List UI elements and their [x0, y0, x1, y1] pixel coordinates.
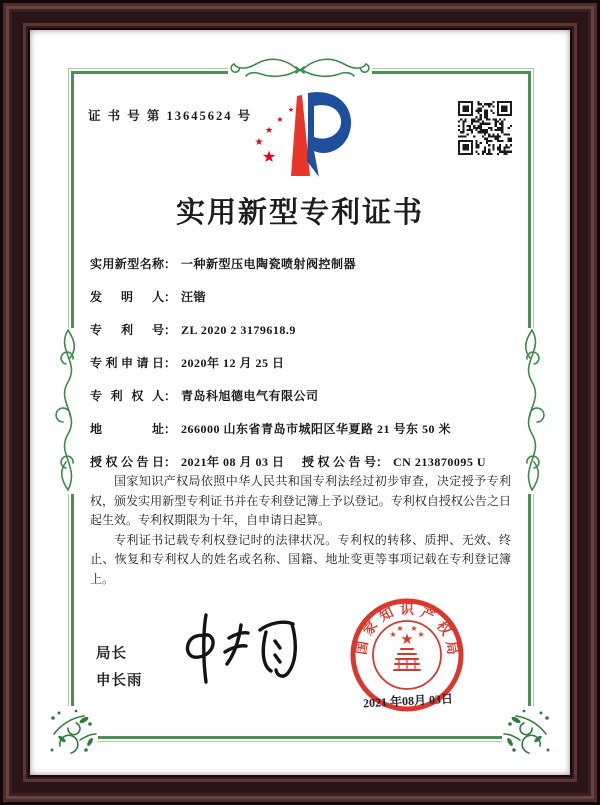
- field-label: 授权公告日: [90, 455, 164, 469]
- field-label: 实用新型名称: [90, 257, 164, 271]
- top-flourish-icon: [228, 54, 372, 84]
- right-flourish-icon: [516, 328, 548, 494]
- field-value: 2020年 12 月 25 日: [181, 356, 285, 370]
- svg-text:★: ★: [400, 630, 414, 648]
- svg-text:★: ★: [261, 147, 277, 166]
- svg-text:权: 权: [433, 618, 454, 639]
- field-colon: ：: [376, 455, 389, 469]
- svg-text:识: 识: [400, 602, 414, 617]
- field-colon: ：: [164, 422, 177, 436]
- svg-text:★: ★: [389, 630, 397, 639]
- field-row-filing-date: [90, 347, 514, 380]
- svg-text:★: ★: [396, 624, 404, 633]
- field-colon: ：: [164, 323, 177, 337]
- bottom-right-corner-ornament-icon: [502, 706, 554, 758]
- svg-text:★: ★: [254, 137, 264, 148]
- field-colon: ：: [164, 356, 177, 370]
- logo-blue-p: [307, 92, 351, 177]
- field-label: 专利权人: [90, 389, 164, 403]
- svg-text:知: 知: [376, 604, 396, 625]
- director-title: 局长: [96, 646, 127, 662]
- body-paragraph: 国家知识产权局依照中华人民共和国专利法经过初步审查，决定授予专利权，颁发实用新型专利证书并在专利登记簿上予以登记。专利权自授权公告之日起生效。专利权期限为十年，自申请日起算。: [90, 474, 511, 527]
- svg-text:国: 国: [353, 640, 371, 656]
- field-label: 发明人: [90, 290, 164, 304]
- field-list: [90, 248, 514, 479]
- svg-text:★: ★: [276, 115, 284, 124]
- certificate-number: 证 书 号 第 13645624 号: [88, 109, 253, 123]
- field-value: 一种新型压电陶瓷喷射阀控制器: [181, 257, 357, 271]
- svg-text:★: ★: [287, 106, 295, 114]
- bottom-left-corner-ornament-icon: [46, 706, 98, 758]
- field-value: ZL 2020 2 3179618.9: [181, 323, 296, 337]
- field-value: 青岛科旭德电气有限公司: [181, 389, 319, 403]
- field-colon: ：: [164, 455, 177, 469]
- field-row-inventor: [90, 281, 514, 314]
- field-row-patentee: [90, 380, 514, 413]
- seal-emblem: [373, 621, 441, 689]
- body-text: [90, 472, 511, 589]
- page-title: 实用新型专利证书: [175, 197, 424, 229]
- svg-text:局: 局: [443, 640, 461, 656]
- field-row-address: [90, 413, 514, 446]
- field-colon: ：: [164, 290, 177, 304]
- logo-stars: [255, 106, 295, 166]
- body-paragraph: 专利证书记载专利权登记时的法律状况。专利权的转移、质押、无效、终止、恢复和专利权人的姓名或名称、国籍、地址变更等事项记载在专利登记簿上。: [90, 532, 511, 586]
- field-colon: ：: [164, 257, 177, 271]
- field-value: 汪锴: [181, 290, 207, 304]
- patent-office-logo-icon: [246, 90, 354, 187]
- field-label: 地址: [90, 422, 164, 436]
- field-value: 266000 山东省青岛市城阳区华夏路 21 号东 50 米: [181, 422, 452, 436]
- field-label: 专利号: [90, 323, 164, 337]
- director-signature-icon: [165, 606, 320, 706]
- svg-text:★: ★: [410, 624, 418, 633]
- qr-code-icon: [458, 101, 512, 160]
- svg-text:★: ★: [417, 630, 425, 639]
- field-value: 2021年 08 月 03 日: [181, 455, 285, 469]
- director-name: 申长雨: [96, 673, 143, 689]
- field-label: 授权公告号: [302, 455, 376, 469]
- seal-date: 2021 年08月 03日: [362, 691, 454, 711]
- svg-text:产: 产: [418, 604, 438, 625]
- field-label: 专利申请日: [90, 356, 164, 370]
- svg-text:家: 家: [360, 618, 381, 639]
- field-colon: ：: [164, 389, 177, 403]
- field-row-name: [90, 248, 514, 281]
- svg-text:★: ★: [264, 126, 274, 136]
- field-value: CN 213870095 U: [393, 455, 487, 469]
- left-flourish-icon: [52, 328, 84, 494]
- field-row-patent-number: [90, 314, 514, 347]
